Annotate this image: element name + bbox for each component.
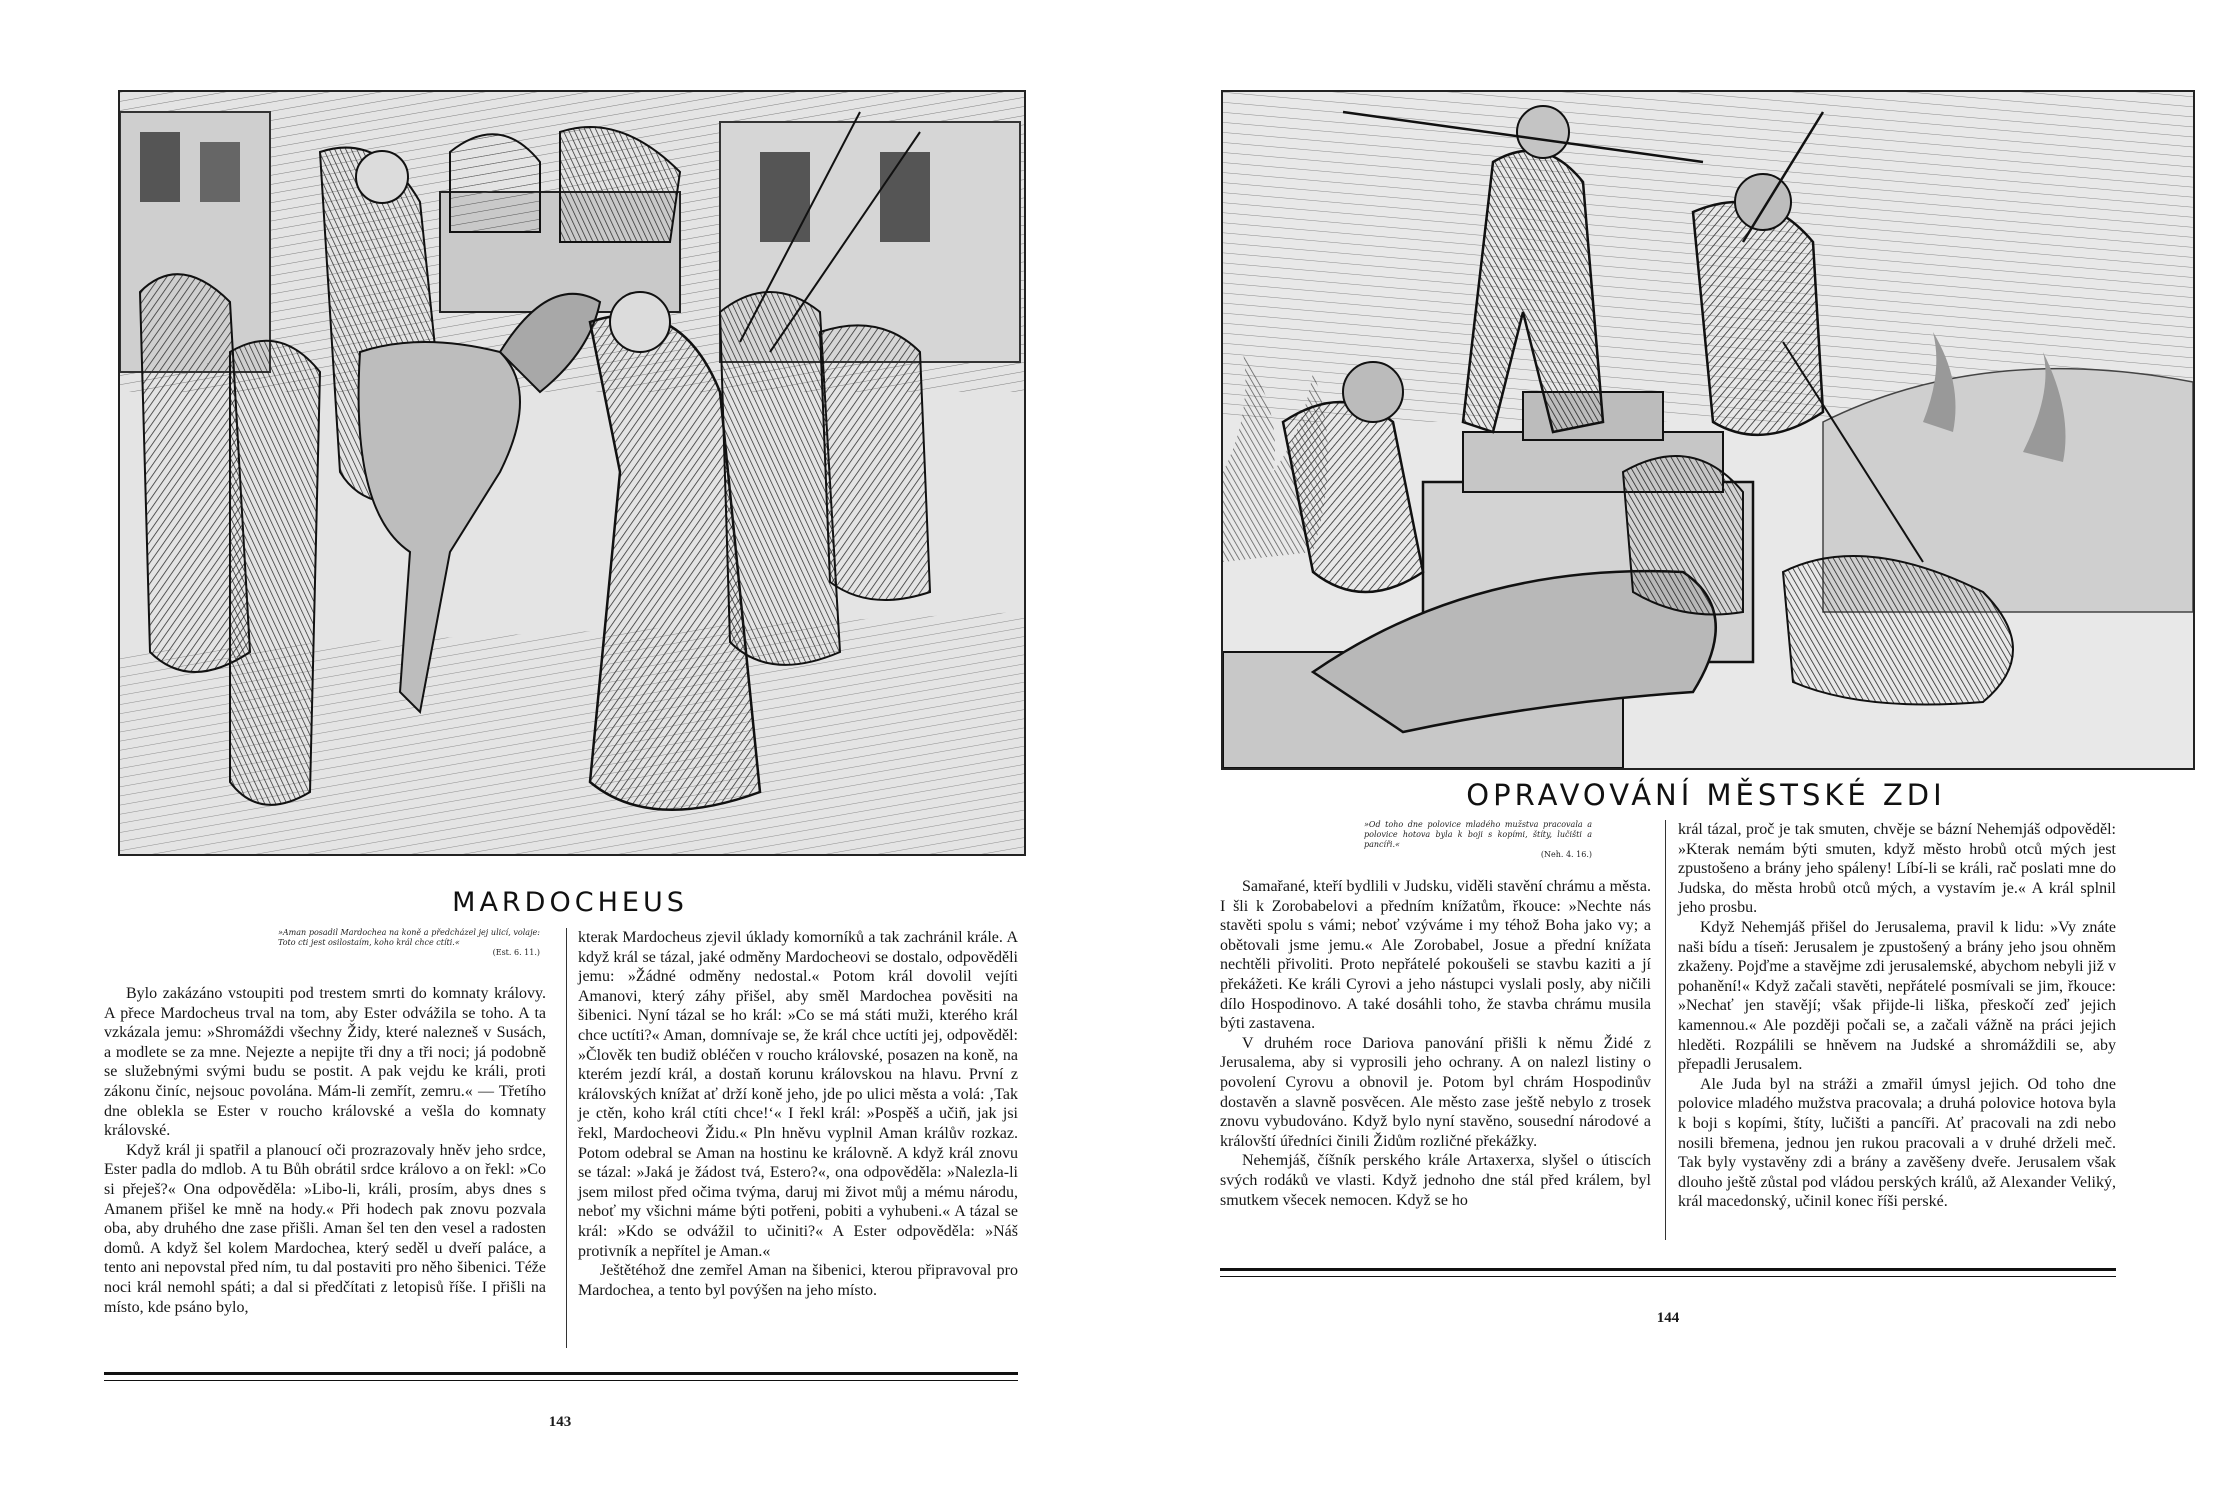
epigraph-reference: (Est. 6. 11.) (492, 948, 540, 957)
paragraph: Ještětéhož dne zemřel Aman na šibenici, kterou připravoval pro Mardochea, a tento byl povýšen na jeho místo. (578, 1262, 1018, 1299)
footer-rule-thin (104, 1380, 1018, 1381)
paragraph: Ale Juda byl na stráži a zmařil úmysl jejich. Od toho dne polovice mladého mužstva pracovala; a druhá polovice hotova byla k boji s kopími, štíty, lučišti a pancíři. Ať pracovali na zdi nebo nosili břemena, jednou jen rukou pracovali a v druhé drželi meč. Tak byly vystavěny zdi a brány a zavěšeny dveře. Jerusalem však dlouho ještě zůstal pod vládou perských králů, až Alexander Veliký, král macedonský, učinil konec říši perské. (1678, 1075, 2116, 1211)
paragraph: Nehemjáš, číšník perského krále Artaxerxa, slyšel o útiscích svých rodáků ve vlasti. Když jednoho dne stál před králem, byl smutkem všecek nemocen. Když se ho (1220, 1152, 1651, 1209)
column-divider (566, 928, 567, 1348)
epigraph (1364, 820, 1592, 860)
epigraph-text: »Aman posadil Mardochea na koně a předcházel jej ulicí, volaje: Toto cti jest osilostaím, koho král chce ctíti.« (278, 928, 540, 947)
paragraph: Když Nehemjáš přišel do Jerusalema, pravil k lidu: »Vy znáte naši bídu a tíseň: Jerusalem je zpustošený a brány jeho jsou ohněm zkaženy. Pojďme a stavějme zdi jerusalemské, abychom nebyli již v pohanění!« Když začali stavěti, nepřátelé posmívali se jim, řkouce: »Nechať jen stavějí; však přijde-li liška, přeskočí zeď jejich kamennou.« Ale později počali se, a začali vážně na práci jejich hleděti. Rozpálili se hněvem na Judské a shromáždili se, aby přepadli Jerusalem. (1678, 918, 2116, 1074)
epigraph-reference: (Neh. 4. 16.) (1540, 850, 1592, 859)
engraving-wall-repair (1221, 90, 2195, 770)
text-column-1 (1220, 877, 1651, 1210)
page-number: 144 (1656, 1310, 1680, 1326)
paragraph: V druhém roce Dariova panování přišli k němu Židé z Jerusalema, aby si vyprosili jeho ochrany. A on nalezl listiny o povolení Cyrovu a obnovil je. Potom byl chrám Hospodinův dostavěn a slavně posvěcen. Ale město zase ještě nebylo z trosek znovu vybudováno. Když bylo nyní stavěno, sousední národové a královští úředníci činili Židům rozličné překážky. (1220, 1034, 1651, 1150)
footer-rule (1220, 1268, 2116, 1271)
paragraph: Když král ji spatřil a planoucí oči prozrazovaly hněv jeho srdce, Ester padla do mdlob. A tu Bůh obrátil srdce královo a on řekl: »Co si přeješ?« Ona odpověděla: »Libo-li, králi, prosím, abys dnes s Amanem přišel ke mně na hody.« Při hodech pak znovu pozvala oba, aby druhého dne zase přišli. Aman šel ten den vesel a radosten domů. A když šel kolem Mardochea, který seděl u dveří paláce, a tento ani nepovstal před ním, tu dal postaviti pro něho šibenici. Téže noci král nemohl spáti; a dal si předčítati z letopisů říše. I přišli na místo, kde psáno bylo, (104, 1141, 546, 1316)
epigraph (278, 928, 540, 958)
epigraph-text: »Od toho dne polovice mladého mužstva pracovala a polovice hotova byla k boji s kopími, štíty, lučišti a pancíři.« (1364, 820, 1592, 849)
text-column-2 (1678, 820, 2116, 1212)
paragraph: Bylo zakázáno vstoupiti pod trestem smrti do komnaty královy. A přece Mardocheus trval na tom, aby Ester odvážila se toho. A ta vzkázala jemu: »Shromáždi všechny Židy, které nalezneš v Susách, a modlete se za mne. Nejezte a nepijte tři dny a tři noci; já podobně se služebnými svými budu se postit. A pak vejdu ke králi, proti zákonu činíc, nejsouc povolána. Mám-li zemřít, zemru.« — Třetího dne oblekla se Ester v roucho královské a vešla do komnaty královské. (104, 985, 546, 1140)
paragraph: král tázal, proč je tak smuten, chvěje se bázní Nehemjáš odpověděl: »Kterak nemám býti smuten, když město hrobů otců mých jest zpustošeno a brány jeho spáleny! Líbí-li se králi, rač poslati mne do Judska, do města hrobů otců mých, a vystavím je.« A král splnil jeho prosbu. (1678, 821, 2116, 917)
column-divider (1665, 820, 1666, 1240)
footer-rule (104, 1372, 1018, 1375)
engraving-mardocheus (118, 90, 1026, 856)
page-title: MARDOCHEUS (452, 887, 688, 918)
page-title: OPRAVOVÁNÍ MĚSTSKÉ ZDI (1466, 778, 1946, 812)
page-number: 143 (548, 1414, 572, 1430)
right-page (1108, 0, 2216, 1500)
text-column-1 (104, 984, 546, 1317)
footer-rule-thin (1220, 1276, 2116, 1277)
paragraph: Samařané, kteří bydlili v Judsku, viděli stavění chrámu a města. I šli k Zorobabelovi a předním knížatům, řkouce: »Nechte nás stavěti spolu s vámi; neboť vzýváme i my téhož Boha jako vy; a obětovali jsme jemu.« Ale Zorobabel, Josue a přední knížata nechtěli přivoliti. Proto nepřátelé pokoušeli se stavbu kaziti a jí překážeti. Ke králi Cyrovi a jeho nástupci vyslali posly, aby ničili dílo Hospodinovo. A také dosáhli toho, že stavba chrámu musila býti zastavena. (1220, 878, 1651, 1033)
text-column-2 (578, 928, 1018, 1300)
paragraph: kterak Mardocheus zjevil úklady komorníků a tak zachránil krále. A když král se tázal, jaké odměny Mardocheovi se dostalo, odpověděli jemu: »Žádné odměny nedostal.« Potom král dovolil vejíti Amanovi, který záhy přišel, aby směl Mardochea pověsiti na šibenici. Nyní tázal se ho král: »Co se má státi muži, kterého král chce uctíti?« Aman, domnívaje se, že král chce uctíti jej, odpověděl: »Člověk ten budiž obléčen v roucho královské, posazen na koně, na kterém jezdí král, a dostaň korunu královskou na hlavu. První z královských knížat ať drží koně jeho, jde po ulici města a volá: ‚Tak je ctěn, koho král ctíti chce!‘« I řekl král: »Pospěš a učiň, jak jsi řekl, Mardocheovi Židu.« Pln hněvu vyplnil Aman králův rozkaz. Potom odebral se Aman na hostinu ke královně. A když král znovu se tázal: »Jaká je žádost tvá, Estero?«, ona odpověděla: »Nalezla-li jsem milost před očima tvýma, daruj mi život můj a mému národu, neboť my všichni máme býti potřeni, pobiti a vyhubeni.« A tázal se král: »Kdo se odvážil to učiniti?« A Ester odpověděla: »Náš protivník a nepřítel je Aman.« (578, 929, 1018, 1260)
